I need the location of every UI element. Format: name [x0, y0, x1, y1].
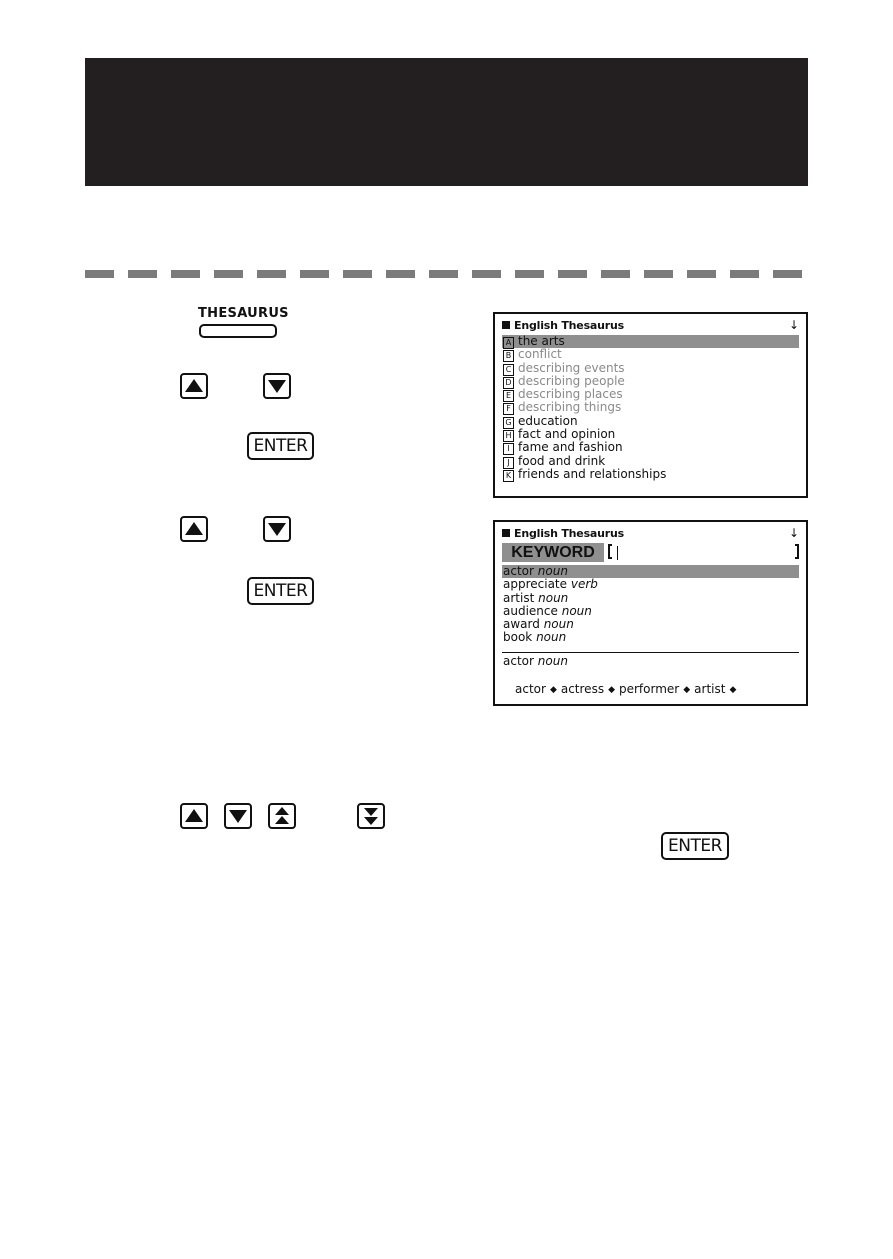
title-square-icon	[502, 529, 510, 537]
category-list	[502, 335, 799, 481]
scroll-down-icon: ↓	[788, 526, 799, 540]
up-arrow-key-icon[interactable]	[180, 373, 208, 399]
up-arrow-key-icon[interactable]	[180, 516, 208, 542]
synonym: actress	[560, 682, 605, 696]
screen-title: English Thesaurus	[502, 527, 624, 540]
bracket-right-icon	[795, 544, 799, 559]
keyword-item[interactable]: award noun	[503, 617, 574, 632]
category-item[interactable]: J food and drink	[502, 455, 799, 468]
dashed-divider	[85, 270, 808, 278]
category-item[interactable]: F describing things	[502, 401, 799, 414]
thesaurus-key[interactable]	[198, 306, 289, 338]
category-item[interactable]: I fame and fashion	[502, 441, 799, 454]
lcd-screen-categories	[493, 312, 808, 498]
page-up-key-icon[interactable]	[268, 803, 296, 829]
header-band	[85, 58, 808, 186]
category-item[interactable]: E describing places	[502, 388, 799, 401]
down-arrow-key-icon[interactable]	[224, 803, 252, 829]
keyword-search-row	[502, 543, 799, 563]
keyword-label: KEYWORD	[502, 543, 604, 562]
lcd-screen-keywords	[493, 520, 808, 706]
category-item[interactable]: A the arts	[502, 335, 799, 348]
preview-divider	[502, 652, 799, 653]
enter-key[interactable]: ENTER	[247, 577, 314, 605]
enter-key[interactable]: ENTER	[661, 832, 729, 860]
keyword-item[interactable]: book noun	[503, 630, 567, 645]
bullet-icon: ◆	[549, 685, 557, 695]
keyword-item[interactable]: actor noun	[502, 565, 799, 578]
category-item[interactable]: C describing events	[502, 362, 799, 375]
keyword-item[interactable]: audience noun	[503, 603, 592, 618]
thesaurus-key-label: THESAURUS	[198, 306, 289, 321]
up-arrow-key-icon[interactable]	[180, 803, 208, 829]
synonym-preview	[515, 683, 740, 697]
enter-key[interactable]: ENTER	[247, 432, 314, 460]
bullet-icon: ◆	[683, 685, 691, 695]
synonym: actor	[515, 682, 546, 696]
keyword-list	[502, 565, 799, 645]
down-arrow-key-icon[interactable]	[263, 373, 291, 399]
keyword-item[interactable]: appreciate verb	[503, 577, 598, 592]
bullet-icon: ◆	[608, 685, 615, 695]
category-item[interactable]: G education	[502, 415, 799, 428]
keyword-item[interactable]: artist noun	[503, 590, 569, 605]
thesaurus-key-body	[199, 324, 277, 338]
text-cursor	[617, 546, 618, 560]
down-arrow-key-icon[interactable]	[263, 516, 291, 542]
category-item[interactable]: K friends and relationships	[502, 468, 799, 481]
title-square-icon	[502, 321, 510, 329]
screen-title: English Thesaurus	[502, 319, 624, 332]
category-item[interactable]: B conflict	[502, 348, 799, 361]
synonym: artist	[694, 682, 726, 696]
bullet-icon: ◆	[729, 685, 737, 695]
synonym: performer	[619, 682, 680, 696]
preview-headword: actor noun	[503, 654, 568, 668]
category-item[interactable]: D describing people	[502, 375, 799, 388]
category-item[interactable]: H fact and opinion	[502, 428, 799, 441]
page-down-key-icon[interactable]	[357, 803, 385, 829]
keyword-input[interactable]	[608, 543, 799, 562]
scroll-down-icon: ↓	[788, 318, 799, 332]
